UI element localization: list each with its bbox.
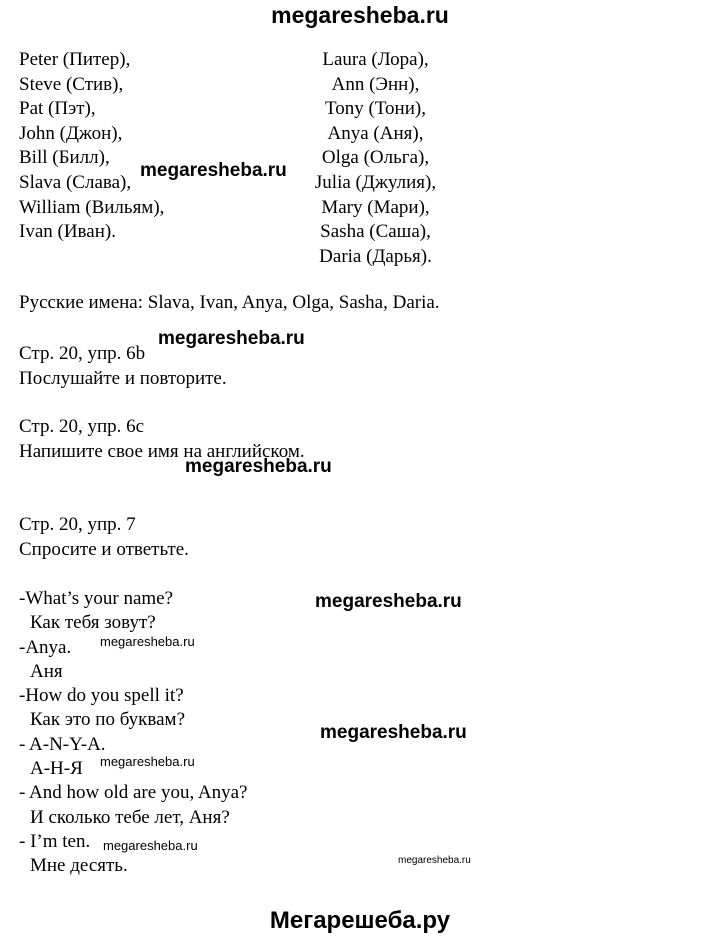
watermark: megaresheba.ru <box>103 838 198 853</box>
watermark: megaresheba.ru <box>100 754 195 769</box>
dialog-line-ru: Мне десять. <box>30 855 128 877</box>
watermark: megaresheba.ru <box>100 634 195 649</box>
name-entry: Anya (Аня), <box>327 122 424 144</box>
exercise-7 <box>19 513 189 562</box>
site-footer: Мегарешеба.ру <box>269 907 451 934</box>
name-entry: Peter (Питер), <box>19 49 131 70</box>
name-entry: Laura (Лора), <box>322 49 429 70</box>
dialog-line-ru: Аня <box>30 660 63 682</box>
dialog-line-ru: Как это по буквам? <box>30 709 185 731</box>
name-entry: Steve (Стив), <box>19 73 124 95</box>
names-left-column <box>19 48 164 245</box>
name-entry: Ann (Энн), <box>331 73 420 95</box>
name-entry: Julia (Джулия), <box>314 171 437 193</box>
name-entry: Pat (Пэт), <box>19 98 96 120</box>
name-entry: Slava (Слава), <box>19 171 132 193</box>
watermark: megaresheba.ru <box>320 722 467 743</box>
dialog-line-en: - A-N-Y-A. <box>19 733 106 755</box>
exercise-task: Спросите и ответьте. <box>19 538 189 560</box>
name-entry: William (Вильям), <box>19 196 165 218</box>
name-entry: John (Джон), <box>19 122 123 144</box>
site-header: megaresheba.ru <box>271 2 449 28</box>
watermark: megaresheba.ru <box>398 855 471 866</box>
exercise-ref: Стр. 20, упр. 6b <box>19 343 146 364</box>
exercise-task: Послушайте и повторите. <box>19 367 227 389</box>
watermark: megaresheba.ru <box>140 160 287 181</box>
russian-names-line: Русские имена: Slava, Ivan, Anya, Olga, Sasha, Daria. <box>19 292 440 313</box>
dialog-line-ru: И сколько тебе лет, Аня? <box>30 806 230 828</box>
name-entry: Mary (Мари), <box>321 196 430 218</box>
watermark: megaresheba.ru <box>185 456 332 477</box>
exercise-ref: Стр. 20, упр. 7 <box>19 514 136 535</box>
exercise-task: Напишите свое имя на английском. <box>19 440 305 462</box>
dialog-line-en: -What’s your name? <box>19 588 174 609</box>
dialog-line-en: - And how old are you, Anya? <box>19 782 248 804</box>
dialog-line-ru: Как тебя зовут? <box>30 612 156 634</box>
dialog-line-en: - I’m ten. <box>19 830 91 852</box>
exercise-ref: Стр. 20, упр. 6c <box>19 416 145 437</box>
dialog <box>19 587 247 879</box>
name-entry: Daria (Дарья). <box>319 245 432 267</box>
watermark: megaresheba.ru <box>315 591 462 612</box>
watermark: megaresheba.ru <box>158 328 305 349</box>
name-entry: Bill (Билл), <box>19 147 110 169</box>
name-entry: Ivan (Иван). <box>19 221 116 243</box>
dialog-line-ru: А-Н-Я <box>30 758 83 780</box>
names-right-column <box>278 48 473 269</box>
name-entry: Sasha (Саша), <box>320 221 431 243</box>
dialog-line-en: -How do you spell it? <box>19 685 184 707</box>
name-entry: Tony (Тони), <box>325 98 426 120</box>
dialog-line-en: -Anya. <box>19 636 72 658</box>
name-entry: Olga (Ольга), <box>321 147 430 169</box>
